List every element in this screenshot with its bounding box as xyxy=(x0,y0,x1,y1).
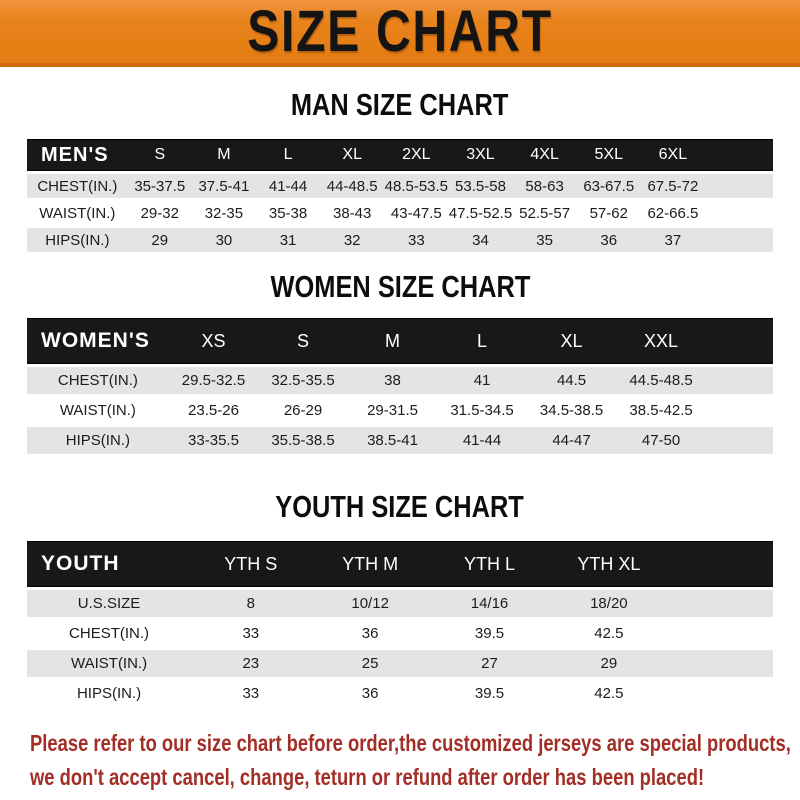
table-row xyxy=(27,590,773,617)
value-cell: 42.5 xyxy=(549,620,668,647)
value-cell: 14/16 xyxy=(430,590,549,617)
column-header-xxl: XXL xyxy=(616,318,706,364)
table-row xyxy=(27,201,773,225)
value-cell: 27 xyxy=(430,650,549,677)
column-header-m: M xyxy=(348,318,438,364)
value-cell: 23.5-26 xyxy=(169,397,259,424)
row-label: HIPS(IN.) xyxy=(27,228,128,252)
row-label: CHEST(IN.) xyxy=(27,620,191,647)
page-title: SIZE CHART xyxy=(247,0,553,64)
row-filler-cell xyxy=(669,680,773,707)
value-cell: 29 xyxy=(128,228,192,252)
value-cell: 41-44 xyxy=(256,174,320,198)
value-cell: 38 xyxy=(348,367,438,394)
value-cell: 48.5-53.5 xyxy=(384,174,448,198)
value-cell: 35.5-38.5 xyxy=(258,427,348,454)
column-header-2xl: 2XL xyxy=(384,139,448,171)
value-cell: 38.5-42.5 xyxy=(616,397,706,424)
value-cell: 37.5-41 xyxy=(192,174,256,198)
value-cell: 63-67.5 xyxy=(577,174,641,198)
row-label: WAIST(IN.) xyxy=(27,650,191,677)
column-header-6xl: 6XL xyxy=(641,139,705,171)
value-cell: 34 xyxy=(448,228,512,252)
table-row xyxy=(27,397,773,424)
value-cell: 52.5-57 xyxy=(513,201,577,225)
table-row xyxy=(27,367,773,394)
value-cell: 18/20 xyxy=(549,590,668,617)
value-cell: 44-48.5 xyxy=(320,174,384,198)
row-filler-cell xyxy=(669,590,773,617)
value-cell: 38-43 xyxy=(320,201,384,225)
women-section-heading xyxy=(0,270,800,304)
value-cell: 47.5-52.5 xyxy=(448,201,512,225)
column-header-yth-s: YTH S xyxy=(191,541,310,587)
value-cell: 41-44 xyxy=(437,427,527,454)
row-label: HIPS(IN.) xyxy=(27,680,191,707)
row-filler-cell xyxy=(669,650,773,677)
table-row xyxy=(27,427,773,454)
row-label: U.S.SIZE xyxy=(27,590,191,617)
note-line-1-text: Please refer to our size chart before order,the customized jerseys are special products, xyxy=(30,730,791,756)
value-cell: 29-31.5 xyxy=(348,397,438,424)
value-cell: 33 xyxy=(191,680,310,707)
row-filler-cell xyxy=(705,201,773,225)
value-cell: 8 xyxy=(191,590,310,617)
table-row xyxy=(27,174,773,198)
value-cell: 29.5-32.5 xyxy=(169,367,259,394)
table-row xyxy=(27,680,773,707)
header-filler-cell xyxy=(705,139,773,171)
row-label: WAIST(IN.) xyxy=(27,397,169,424)
table-row xyxy=(27,228,773,252)
youth-size-section xyxy=(0,490,800,710)
value-cell: 26-29 xyxy=(258,397,348,424)
value-cell: 39.5 xyxy=(430,620,549,647)
men-size-table xyxy=(27,136,773,255)
column-header-5xl: 5XL xyxy=(577,139,641,171)
value-cell: 41 xyxy=(437,367,527,394)
value-cell: 36 xyxy=(577,228,641,252)
column-header-yth-l: YTH L xyxy=(430,541,549,587)
men-header-row xyxy=(27,139,773,171)
value-cell: 36 xyxy=(310,620,429,647)
value-cell: 29 xyxy=(549,650,668,677)
column-header-yth-m: YTH M xyxy=(310,541,429,587)
youth-size-table xyxy=(27,538,773,710)
row-label: HIPS(IN.) xyxy=(27,427,169,454)
column-header-s: S xyxy=(128,139,192,171)
value-cell: 31 xyxy=(256,228,320,252)
column-header-xl: XL xyxy=(320,139,384,171)
value-cell: 67.5-72 xyxy=(641,174,705,198)
value-cell: 33-35.5 xyxy=(169,427,259,454)
value-cell: 23 xyxy=(191,650,310,677)
column-header-xs: XS xyxy=(169,318,259,364)
women-section-heading-text: WOMEN SIZE CHART xyxy=(270,269,530,304)
value-cell: 42.5 xyxy=(549,680,668,707)
men-section-heading-text: MAN SIZE CHART xyxy=(291,87,509,122)
value-cell: 62-66.5 xyxy=(641,201,705,225)
value-cell: 44-47 xyxy=(527,427,617,454)
column-header-m: M xyxy=(192,139,256,171)
value-cell: 35-37.5 xyxy=(128,174,192,198)
value-cell: 35-38 xyxy=(256,201,320,225)
column-header-3xl: 3XL xyxy=(448,139,512,171)
table-row xyxy=(27,620,773,647)
note-line-1 xyxy=(30,728,800,762)
women-size-table xyxy=(27,315,773,457)
column-header-l: L xyxy=(437,318,527,364)
value-cell: 47-50 xyxy=(616,427,706,454)
value-cell: 58-63 xyxy=(513,174,577,198)
youth-table-label: YOUTH xyxy=(27,541,191,587)
value-cell: 33 xyxy=(191,620,310,647)
row-label: CHEST(IN.) xyxy=(27,174,128,198)
column-header-yth-xl: YTH XL xyxy=(549,541,668,587)
note-line-2-text: we don't accept cancel, change, teturn or refund after order has been placed! xyxy=(30,764,705,790)
men-section-heading xyxy=(0,88,800,122)
value-cell: 36 xyxy=(310,680,429,707)
value-cell: 39.5 xyxy=(430,680,549,707)
row-filler-cell xyxy=(706,427,773,454)
value-cell: 32.5-35.5 xyxy=(258,367,348,394)
value-cell: 57-62 xyxy=(577,201,641,225)
row-filler-cell xyxy=(706,397,773,424)
women-size-section xyxy=(0,270,800,457)
value-cell: 35 xyxy=(513,228,577,252)
column-header-s: S xyxy=(258,318,348,364)
value-cell: 53.5-58 xyxy=(448,174,512,198)
order-policy-note xyxy=(0,728,800,796)
row-label: CHEST(IN.) xyxy=(27,367,169,394)
column-header-l: L xyxy=(256,139,320,171)
value-cell: 34.5-38.5 xyxy=(527,397,617,424)
youth-section-heading xyxy=(0,490,800,524)
value-cell: 30 xyxy=(192,228,256,252)
value-cell: 32-35 xyxy=(192,201,256,225)
value-cell: 37 xyxy=(641,228,705,252)
row-filler-cell xyxy=(705,174,773,198)
banner xyxy=(0,0,800,67)
youth-header-row xyxy=(27,541,773,587)
youth-section-heading-text: YOUTH SIZE CHART xyxy=(275,489,525,524)
column-header-xl: XL xyxy=(527,318,617,364)
row-label: WAIST(IN.) xyxy=(27,201,128,225)
table-row xyxy=(27,650,773,677)
value-cell: 38.5-41 xyxy=(348,427,438,454)
header-filler-cell xyxy=(669,541,773,587)
row-filler-cell xyxy=(669,620,773,647)
value-cell: 29-32 xyxy=(128,201,192,225)
note-line-2 xyxy=(30,762,800,796)
value-cell: 33 xyxy=(384,228,448,252)
value-cell: 32 xyxy=(320,228,384,252)
women-header-row xyxy=(27,318,773,364)
column-header-4xl: 4XL xyxy=(513,139,577,171)
value-cell: 44.5-48.5 xyxy=(616,367,706,394)
women-table-label: WOMEN'S xyxy=(27,318,169,364)
row-filler-cell xyxy=(705,228,773,252)
value-cell: 44.5 xyxy=(527,367,617,394)
value-cell: 31.5-34.5 xyxy=(437,397,527,424)
value-cell: 43-47.5 xyxy=(384,201,448,225)
value-cell: 25 xyxy=(310,650,429,677)
row-filler-cell xyxy=(706,367,773,394)
value-cell: 10/12 xyxy=(310,590,429,617)
men-size-section xyxy=(0,88,800,255)
header-filler-cell xyxy=(706,318,773,364)
men-table-label: MEN'S xyxy=(27,139,128,171)
